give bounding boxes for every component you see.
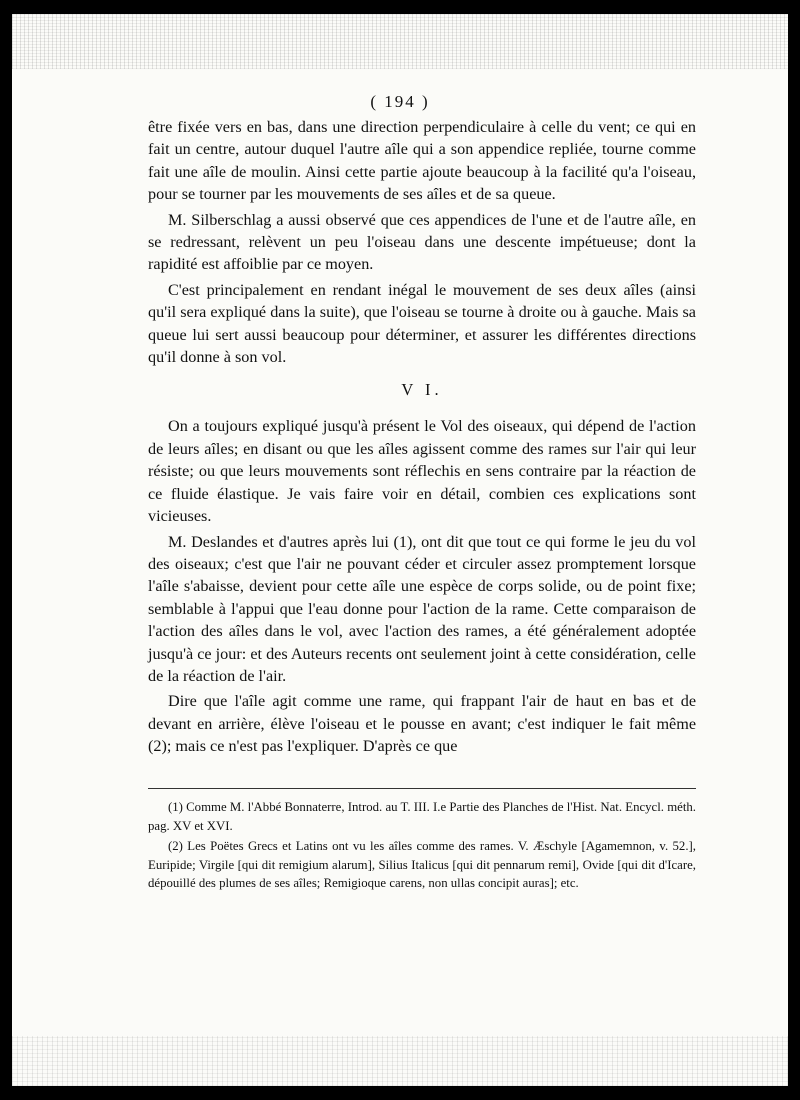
scan-noise-bottom (12, 1036, 788, 1086)
page-number: ( 194 ) (370, 92, 430, 111)
paragraph: être fixée vers en bas, dans une direction perpendiculaire à celle du vent; ce qui en fait un centre, autour duquel l'autre aîle qui a son appendice repliée, tourne comme fait une aîle de moulin. Ainsi cette partie ajoute beaucoup à la facilité qu'a l'oiseau, pour se tourner par les mouvements de ses aîles et de sa queue. (148, 118, 696, 204)
footnote: (1) Comme M. l'Abbé Bonnaterre, Introd. au T. III. I.e Partie des Planches de l'Hist. Nat. Encycl. méth. pag. XV et XVI. (148, 800, 696, 833)
paragraph: Dire que l'aîle agit comme une rame, qui frappant l'air de haut en bas et de devant en arrière, élève l'oiseau et le pousse en avant; c'est indiquer le fait même (2); mais ce n'est pas l'expliquer. D'après ce que (148, 692, 696, 756)
scan-noise-top (12, 14, 788, 69)
paragraph: M. Silberschlag a aussi observé que ces appendices de l'une et de l'autre aîle, en se redressant, relèvent un peu l'oiseau dans une descente impétueuse; dont la rapidité est affoiblie par ce moyen. (148, 210, 696, 274)
paragraph: C'est principalement en rendant inégal le mouvement de ses deux aîles (ainsi qu'il sera expliqué dans la suite), que l'oiseau se tourne à droite ou à gauche. Mais sa queue lui sert aussi beaucoup pour déterminer, et assurer les différentes directions qu'il donne à son vol. (148, 280, 696, 367)
footnotes (148, 798, 696, 893)
section-heading: V I. (401, 380, 443, 400)
footnote-divider (148, 788, 696, 789)
paragraph: M. Deslandes et d'autres après lui (1), ont dit que tout ce qui forme le jeu du vol des oiseaux; c'est que l'air ne pouvant céder et circuler assez promptement lorsque l'aîle s'abaisse, devient pour cette aîle une espèce de corps solide, ou de point fixe; semblable à l'appui que l'eau donne pour l'action de la rame. Cette comparaison de l'action des aîles dans le vol, avec l'action des rames, a été généralement adoptée jusqu'à ce jour: et des Auteurs recents ont seulement joint à cette considération, celle de la réaction de l'air. (148, 532, 696, 685)
footnote: (2) Les Poëtes Grecs et Latins ont vu les aîles comme des rames. V. Æschyle [Agamemnon, v. 52.], Euripide; Virgile [qui dit remigium alarum], Silius Italicus [qui dit pennarum remi], Ovide [qui dit d'Icare, dépouillé des plumes de ses aîles; Remigioque carens, non ullas concipit auras]; etc. (148, 839, 696, 890)
main-text (148, 116, 696, 758)
paragraph: On a toujours expliqué jusqu'à présent le Vol des oiseaux, qui dépend de l'action de leurs aîles; en disant ou que les aîles agissent comme des rames sur l'air qui leur résiste; ou que leurs mouvements sont réflechis en sens contraire par la réaction de ce fluide élastique. Je vais faire voir en détail, combien ces explications sont vicieuses. (148, 417, 696, 526)
